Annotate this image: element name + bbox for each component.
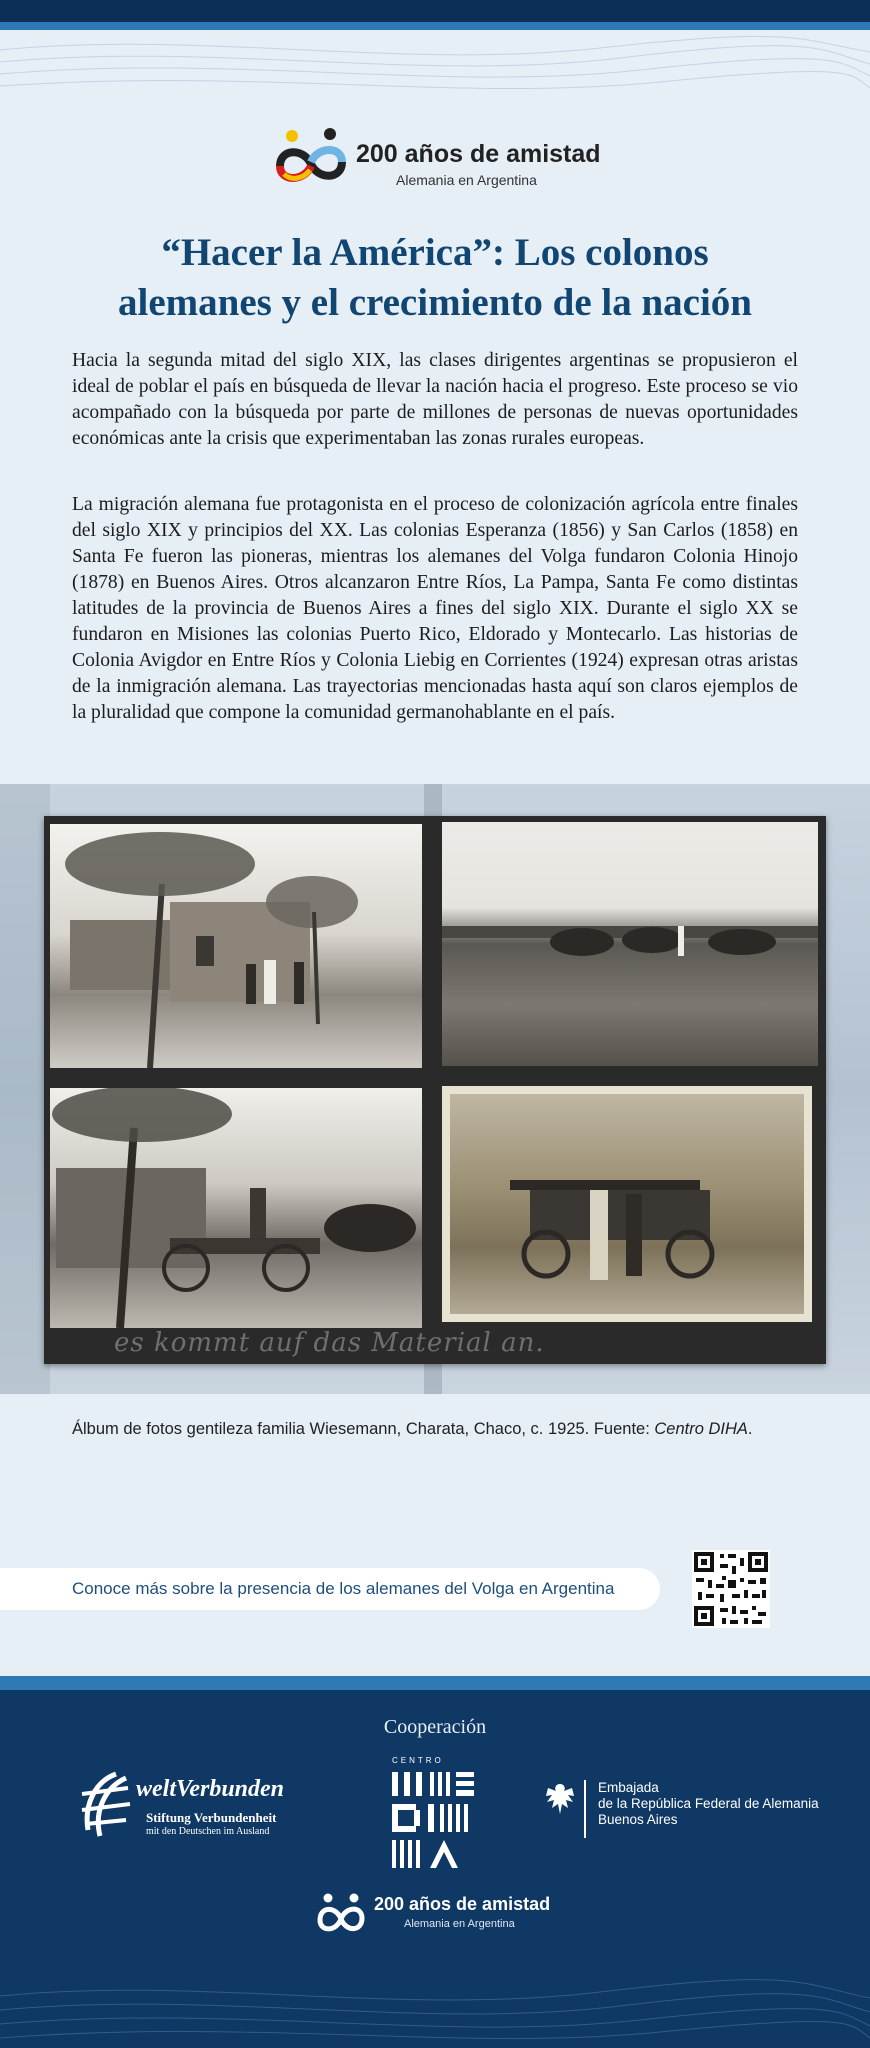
embassy-divider: [584, 1780, 586, 1838]
footer-logo-subtitle: Alemania en Argentina: [404, 1918, 515, 1930]
caption-source: Centro DIHA: [654, 1420, 748, 1438]
logo-title: 200 años de amistad: [356, 140, 601, 168]
photo-horses-scene: [442, 822, 818, 1066]
caption-text: Álbum de fotos gentileza familia Wiesemann, Charata, Chaco, c. 1925. Fuente:: [72, 1420, 655, 1438]
top-bar: [0, 0, 870, 22]
title-line-1: “Hacer la América”: Los colonos: [161, 231, 709, 274]
decorative-waves-top: [0, 30, 870, 110]
weltverbunden-line-1: Stiftung Verbundenheit: [146, 1810, 277, 1825]
background-pillar: [0, 784, 50, 1394]
handwritten-album-caption: es kommt auf das Material an.: [114, 1328, 545, 1358]
friendship-infinity-icon: [274, 126, 348, 188]
photo-house-scene: [50, 824, 422, 1068]
photo-horse-cart: [50, 1088, 422, 1328]
diha-centro-label: CENTRO: [392, 1756, 444, 1765]
intro-paragraph: Hacia la segunda mitad del siglo XIX, las clases dirigentes argentinas se propusieron el ideal de poblar el país en búsqueda de llevar la nación hacia el progreso. Este proceso se vio acompañado con la búsqueda por parte de millones de personas de nuevas oportunidades económicas ante la crisis que experimentaban las zonas rurales europeas.: [72, 350, 798, 449]
weltverbunden-line-2: mit den Deutschen im Ausland: [146, 1826, 270, 1837]
page-title: [40, 228, 830, 328]
photo-horses-field: [442, 822, 818, 1066]
photo-album-page: [44, 816, 826, 1364]
decorative-waves-bottom: [0, 1966, 870, 2048]
learn-more-banner[interactable]: [0, 1568, 660, 1610]
photo-cart-scene: [50, 1088, 422, 1328]
photo-caption: [72, 1420, 753, 1439]
qr-code-icon[interactable]: [692, 1550, 770, 1628]
diha-letters-mark: [390, 1770, 476, 1870]
friendship-infinity-icon: [316, 1892, 366, 1936]
globe-grid-icon: [80, 1770, 134, 1840]
footer-accent-stripe: [0, 1676, 870, 1690]
embassy-line-1: Embajada: [598, 1780, 659, 1795]
embassy-line-3: Buenos Aires: [598, 1812, 678, 1827]
federal-eagle-icon: [544, 1782, 576, 1816]
photo-brick-house: [50, 824, 422, 1068]
embassy-logo: [542, 1778, 832, 1848]
migration-paragraph: La migración alemana fue protagonista en el proceso de colonización agrícola entre finales del siglo XIX y principios del XX. Las colonias Esperanza (1856) y San Carlos (1858) en Santa Fe fueron las pioneras, mientras los alemanes del Volga fundaron Colonia Hinojo (1878) en Buenos Aires. Otros alcanzaron Entre Ríos, La Pampa, Santa Fe como distintas latitudes de la provincia de Buenos Aires a fines del siglo XIX. Durante el siglo XX se fundaron en Misiones las colonias Puerto Rico, Eldorado y Montecarlo. Las historias de Colonia Avigdor en Entre Ríos y Colonia Liebig en Corrientes (1924) expresan otras aristas de la inmigración alemana. Las trayectorias mencionadas hasta aquí son claros ejemplos de la pluralidad que compone la comunidad germanohablante en el país.: [72, 494, 798, 723]
logo-subtitle: Alemania en Argentina: [396, 172, 537, 188]
learn-more-label[interactable]: Conoce más sobre la presencia de los alemanes del Volga en Argentina: [72, 1579, 615, 1598]
photo-vintage-car: [442, 1086, 812, 1322]
footer: [0, 1676, 870, 2048]
anniversary-logo: [274, 122, 604, 192]
embassy-line-2: de la República Federal de Alemania: [598, 1796, 819, 1811]
cooperation-label: Cooperación: [383, 1716, 487, 1738]
caption-end: .: [747, 1420, 753, 1438]
footer-logo-title: 200 años de amistad: [374, 1894, 551, 1914]
weltverbunden-logo: [80, 1768, 295, 1848]
footer-anniversary-logo: [316, 1888, 566, 1942]
weltverbunden-brand: weltVerbunden: [136, 1776, 285, 1802]
photo-car-scene: [450, 1094, 804, 1314]
title-line-2: alemanes y el crecimiento de la nación: [118, 281, 752, 324]
centro-diha-logo: [390, 1756, 480, 1866]
top-accent-stripe: [0, 22, 870, 30]
